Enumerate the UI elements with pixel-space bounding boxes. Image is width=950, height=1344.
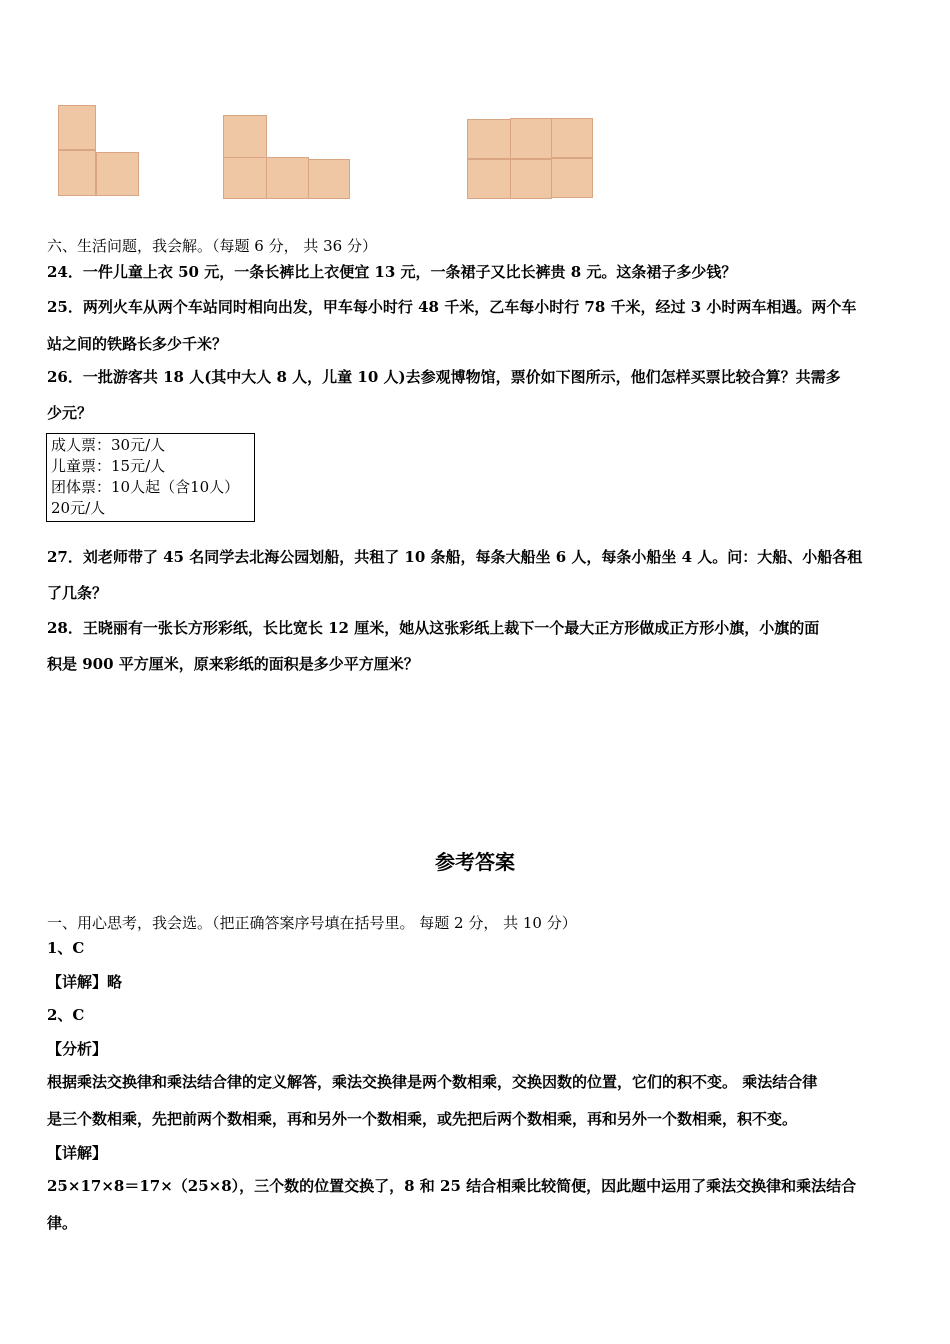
square [467, 159, 511, 199]
square [308, 159, 350, 199]
square [96, 152, 139, 196]
price-child: 儿童票：15元/人 [51, 457, 166, 475]
question-28-line2: 积是 900 平方厘米，原来彩纸的面积是多少平方厘米？ [47, 655, 419, 673]
answer-2: 2、C [47, 1006, 85, 1024]
ticket-price-box [46, 433, 255, 522]
answer-2-analysis-label: 【分析】 [47, 1040, 108, 1058]
question-26-line1: 26．一批游客共 18 人(其中大人 8 人，儿童 10 人)去参观博物馆，票价如下图所示，他们怎样买票比较合算？共需多 [47, 368, 841, 386]
answers-title: 参考答案 [435, 850, 515, 874]
square [58, 150, 96, 196]
square [58, 105, 96, 150]
section-heading: 六、生活问题，我会解。（每题 6 分， 共 36 分） [47, 237, 377, 255]
question-27-line2: 了几条？ [47, 584, 108, 602]
square [510, 159, 552, 199]
answer-2-detail-label: 【详解】 [47, 1144, 108, 1162]
question-27-line1: 27．刘老师带了 45 名同学去北海公园划船，共租了 10 条船，每条大船坐 6 人，每条小船坐 4 人。问：大船、小船各租 [47, 548, 863, 566]
answer-2-detail-line1: 25×17×8＝17×（25×8），三个数的位置交换了，8 和 25 结合相乘比较简便，因此题中运用了乘法交换律和乘法结合 [47, 1177, 857, 1195]
question-25-line1: 25．两列火车从两个车站同时相向出发，甲车每小时行 48 千米，乙车每小时行 78 千米，经过 3 小时两车相遇。两个车 [47, 298, 857, 316]
question-26-line2: 少元？ [47, 404, 93, 422]
answer-2-analysis-line1: 根据乘法交换律和乘法结合律的定义解答，乘法交换律是两个数相乘，交换因数的位置，它们的积不变。 乘法结合律 [47, 1073, 818, 1091]
square [551, 158, 593, 198]
question-25-line2: 站之间的铁路长多少千米？ [47, 335, 228, 353]
price-group: 团体票：10人起（含10人） [51, 478, 240, 496]
answer-1: 1、C [47, 939, 85, 957]
answer-2-analysis-line2: 是三个数相乘，先把前两个数相乘，再和另外一个数相乘，或先把后两个数相乘，再和另外一个数相乘，积不变。 [47, 1110, 798, 1128]
square [510, 118, 552, 159]
answer-2-detail-line2: 律。 [47, 1214, 78, 1232]
square [266, 157, 309, 199]
square [467, 119, 511, 159]
square [551, 118, 593, 158]
price-group-rate: 20元/人 [51, 499, 106, 517]
answers-section-heading: 一、用心思考，我会选。（把正确答案序号填在括号里。 每题 2 分， 共 10 分） [47, 914, 577, 932]
square [223, 157, 267, 199]
answer-1-detail: 【详解】略 [47, 973, 123, 991]
square [223, 115, 267, 158]
question-28-line1: 28．王晓丽有一张长方形彩纸，长比宽长 12 厘米，她从这张彩纸上裁下一个最大正方形做成正方形小旗，小旗的面 [47, 619, 820, 637]
price-adult: 成人票：30元/人 [51, 436, 166, 454]
question-24: 24．一件儿童上衣 50 元，一条长裤比上衣便宜 13 元，一条裙子又比长裤贵 8 元。这条裙子多少钱？ [47, 263, 737, 281]
